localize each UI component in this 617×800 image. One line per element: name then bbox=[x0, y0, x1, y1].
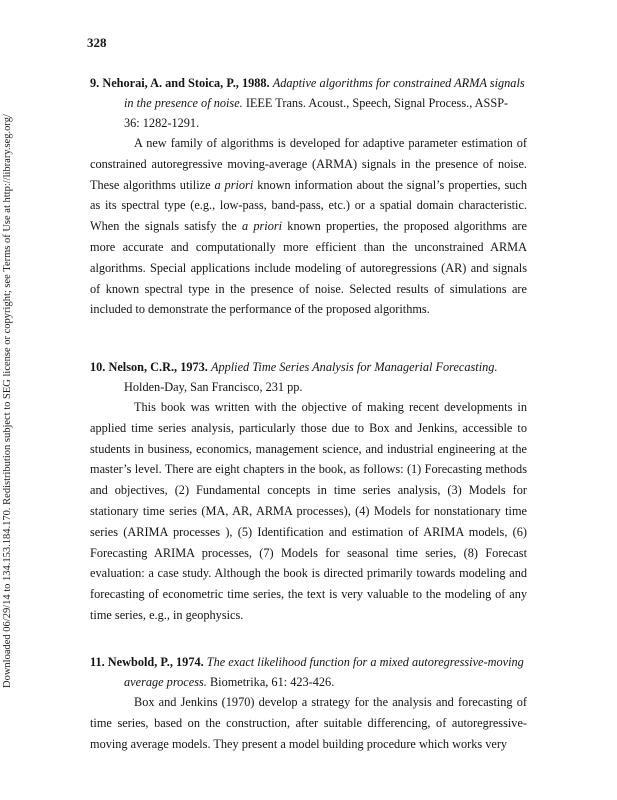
entry-year: 1973. bbox=[180, 360, 208, 374]
abstract-text: A new family of algorithms is developed for adaptive parameter estimation of constrained autoregressive moving-average (ARMA) signals in the presence of noise. These algorithms utilize bbox=[90, 136, 527, 192]
entry-source: IEEE Trans. Acoust., Speech, Signal Process., ASSP- bbox=[245, 96, 509, 110]
entry-abstract bbox=[90, 133, 527, 320]
citation-line bbox=[90, 652, 527, 672]
entry-year: 1988. bbox=[241, 76, 270, 90]
entry-number: 11. bbox=[90, 655, 105, 669]
page-number: 328 bbox=[87, 35, 107, 50]
entry-title: The exact likelihood function for a mixed autoregressive-moving bbox=[206, 655, 524, 669]
citation-line bbox=[90, 93, 527, 113]
citation-line bbox=[90, 377, 527, 397]
abstract-text: known information about the signal’s properties, such as its spectral type (e.g., low-pass, band-pass, etc.) or a spatial domain characteristic. When the signals satisfy the bbox=[90, 177, 527, 234]
abstract-emphasis: a priori bbox=[241, 219, 283, 234]
citation-line bbox=[90, 672, 527, 692]
entry-abstract: This book was written with the objective of making recent developments in applied time series analysis, particularly those due to Box and Jenkins, accessible to students in business, economics, management science, and industrial engineering at the master’s level. There are eight chapters in the book, as follows: (1) Forecasting methods and objectives, (2) Fundamental concepts in time series analysis, (3) Models for stationary time series (MA, AR, ARMA processes), (4) Models for nonstationary time series (ARIMA processes ), (5) Identification and estimation of ARIMA models, (6) Forecasting ARIMA processes, (7) Models for seasonal time series, (8) Forecast evaluation: a case study. Although the book is directed primarily towards modeling and forecasting of econometric time series, the text is very valuable to the modeling of any time series, e.g., in geophysics. bbox=[90, 400, 527, 622]
download-notice: Downloaded 06/29/14 to 134.153.184.170. Redistribution subject to SEG license or copyright; see Terms of Use at http://library.seg.org/ bbox=[2, 114, 13, 688]
entry-source-cont: 36: 1282-1291. bbox=[124, 116, 200, 130]
entry-year: 1974. bbox=[176, 655, 204, 669]
entry-abstract: Box and Jenkins (1970) develop a strategy for the analysis and forecasting of time series, based on the construction, after suitable differencing, of autoregressive-moving average models. They present a model building procedure which works very bbox=[90, 695, 527, 751]
entry-title: Adaptive algorithms for constrained ARMA signals bbox=[272, 76, 525, 90]
citation-line bbox=[90, 113, 527, 133]
citation-line bbox=[90, 73, 527, 93]
entry-source: Biometrika, 61: 423-426. bbox=[209, 675, 335, 689]
entry-title: Applied Time Series Analysis for Managerial Forecasting. bbox=[210, 360, 498, 374]
entry-source: Holden-Day, San Francisco, 231 pp. bbox=[124, 380, 303, 394]
reference-entry-10 bbox=[90, 357, 527, 626]
abstract-emphasis: a priori bbox=[214, 177, 254, 192]
entry-number: 9. bbox=[90, 76, 100, 90]
entry-authors: Newbold, P., bbox=[107, 655, 173, 669]
reference-entry-11 bbox=[90, 652, 527, 754]
entry-title-cont: in the presence of noise. bbox=[124, 96, 243, 110]
entry-title-cont: average process. bbox=[124, 675, 207, 689]
abstract-text: known properties, the proposed algorithms are more accurate and computationally more efficient than the unconstrained ARMA algorithms. Special applications include modeling of autoregressions (AR) and signals of known spectral type in the presence of noise. Selected results of simulations are included to demonstrate the performance of the proposed algorithms. bbox=[90, 219, 527, 317]
entry-authors: Nelson, C.R., bbox=[108, 360, 178, 374]
entry-authors: Nehorai, A. and Stoica, P., bbox=[102, 76, 239, 90]
entry-number: 10. bbox=[90, 360, 106, 374]
citation-line bbox=[90, 357, 527, 377]
reference-entry-9 bbox=[90, 73, 527, 320]
